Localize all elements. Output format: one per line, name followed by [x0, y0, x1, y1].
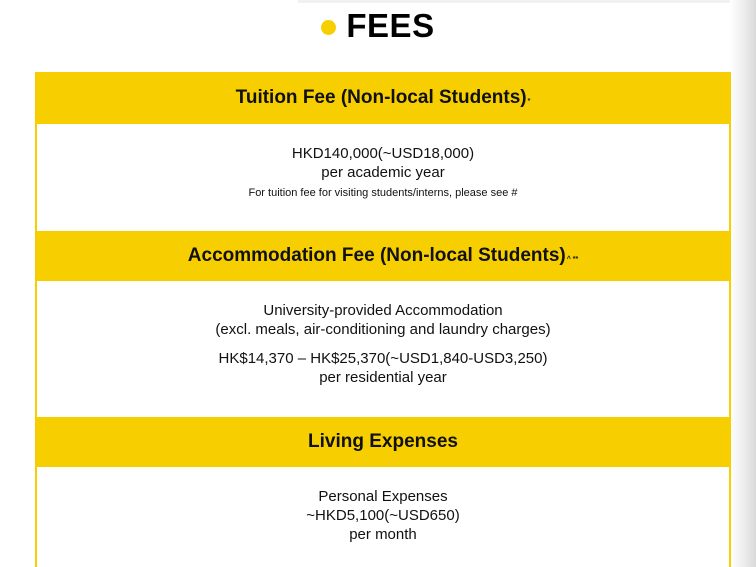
accommodation-marker: ^ ** [566, 255, 579, 263]
accommodation-exclusions: (excl. meals, air-conditioning and laundry charges) [215, 321, 551, 338]
tuition-marker: * [527, 97, 531, 105]
accommodation-title: Accommodation Fee (Non-local Students) [187, 245, 566, 266]
living-header [37, 417, 729, 467]
fees-panel [35, 72, 731, 567]
living-title: Living Expenses [308, 431, 458, 452]
tuition-note: For tuition fee for visiting students/interns, please see # [248, 187, 518, 199]
page-header [0, 4, 756, 48]
top-strip [298, 0, 730, 3]
page-title: FEES [346, 7, 435, 44]
tuition-title: Tuition Fee (Non-local Students) [235, 87, 527, 108]
bullet-dot-icon [321, 20, 336, 35]
accommodation-amount: HK$14,370 – HK$25,370(~USD1,840-USD3,250) [218, 350, 548, 367]
tuition-amount: HKD140,000(~USD18,000) [291, 145, 475, 162]
accommodation-header [37, 231, 729, 281]
accommodation-period: per residential year [319, 369, 447, 386]
tuition-period: per academic year [321, 164, 445, 181]
tuition-header [37, 72, 729, 124]
living-period: per month [349, 526, 417, 543]
tuition-content [37, 144, 729, 201]
accommodation-type: University-provided Accommodation [263, 302, 503, 319]
accommodation-content [37, 301, 729, 387]
living-content [37, 487, 729, 544]
living-type: Personal Expenses [318, 488, 448, 505]
right-edge-shadow [730, 0, 756, 567]
living-amount: ~HKD5,100(~USD650) [306, 507, 460, 524]
